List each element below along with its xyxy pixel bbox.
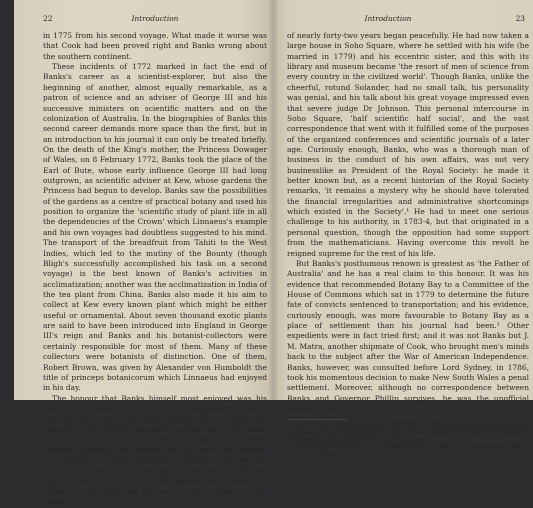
left-page [14,0,273,507]
left-paragraph-3: The honour that Banks himself most enjoyed was his election on 6 December 1778, at an unprecedentedly early age, as President of the Royal Society. This election was due not to his scientific eminence so much as to the desire of the Council 'to heal a breach which had recently appeared between the Society and the Court'. The subject of dispute, whether lightning-conductors should be pointed or blunt, gave a good opening to the wits; but the dispute was a misfortune and Banks, the friend and adviser of the King, was the man to end it. Banks's long reign [43,393,267,507]
footnote-1: ¹ Sir H. Lyons, The Royal Society, 1660-1940: a History of its Administration under its Charters (Cambridge, 1944), p. 200. The best treatment of Banks's presidency of the Royal Society is however in Cameron's book. [287,423,529,444]
footnote-2: ² This point will be made by G. Arnold Wood in The Discovery of Australia (London, 1922), pp. 422-3. [287,444,529,458]
left-paragraph-2: These incidents of 1772 marked in fact the end of Banks's career as a scientist-explorer, but also the beginning of another, almost equally remarkable, as a patron of science and an adviser of George III and his successive ministers on scientific matters and on the colonization of Australia. In the biographies of Banks this second career demands more space than the first, but in an introduction to his journal it can only be treated briefly. On the death of the King's mother, the Princess Dowager of Wales, on 8 February 1772, Banks took the place of the Earl of Bute, whose early influence George III had long outgrown, as scientific adviser at Kew, whose gardens the Princess had begun to develop. Banks saw the possibilities of the gardens as a centre of practical botany and used his position to organize the 'scientific study of plant life in all the dependencies of the Crown' which Linnaeus's example and his own voyages had doubtless suggested to his mind. The transport of the breadfruit from Tahiti to the West Indies, which led to the mutiny of the Bounty (though Bligh's successfully accomplished his task on a second voyage) is the best known of Banks's activities in acclimatization; another was the acclimatization in India of the tea plant from China. Banks also made it his aim to collect at Kew every known plant which might be either useful or ornamental. About seven thousand exotic plants are said to have been introduced into England in George III's reign and Banks and his botanist-collectors were certainly responsible for most of them. Many of these collectors were botanists of distinction. One of them, Robert Brown, was given by Alexander von Humboldt the title of princeps botanicorum which Linnaeus had enjoyed in his day. [43,62,267,393]
right-page [273,0,533,458]
right-page-number: 23 [515,14,525,23]
left-running-head [43,14,267,28]
right-paragraph-1: of nearly forty-two years began peacefully. He had now taken a large house in Soho Square, where he settled with his wife (he married in 1779) and his eccentric sister, and this with its library and museum became 'the resort of men of science from every country in the civilized world'. Though Banks, unlike the cheerful, rotund Solander, had no small talk, his personality was genial, and his talk about his great voyage impressed even that severe judge Dr Johnson. This personal intercourse in Soho Square, 'half scientific half social', and the vast correspondence that went with it fulfilled some of the purposes of the organized conferences and scientific journals of a later age. Curiously enough, Banks, who was a thorough man of business in the conduct of his own affairs, was not very businesslike as President of the Royal Society: he made it better known but, as a recent historian of the Royal Society remarks, 'it remains a mystery why he should have tolerated the financial irregularities and administrative shortcomings which existed in the Society'.¹ He had to meet one serious challenge to his authority, in 1783-4, but that originated in a personal question, though the opposition had some support from the mathematicians. Having overcome this revolt he reigned supreme for the rest of his life. [287,31,529,258]
left-page-number: 22 [43,14,53,23]
left-paragraph-1: in 1775 from his second voyage. What made it worse was that Cook had been proved right and Banks wrong about the southern continent. [43,31,267,61]
footnote-rule [287,419,347,420]
right-running-title: Introduction [364,14,412,23]
left-running-title: Introduction [131,14,179,23]
book-gutter-shadow [268,0,278,400]
right-running-head [287,14,529,28]
right-paragraph-2: But Banks's posthumous renown is greatest as 'the Father of Australia' and he has a real claim to this honour. It was his evidence that recommended Botany Bay to a Committee of the House of Commons which sat in 1779 to determine the future fate of convicts sentenced to transportation; and his evidence, curiously enough, was more favourable to Botany Bay as a place of settlement than his journal had been.² Other expedients were in fact tried first; and it was not Banks but J. M. Matra, another shipmate of Cook, who brought men's minds back to the subject after the War of American Independence. Banks, however, was consulted before Lord Sydney, in 1786, took his momentous decision to make New South Wales a penal settlement. Moreover, although no correspondence between Banks and Governor Phillip survives, he was the unofficial adviser of Phillip's suc- [287,258,529,413]
